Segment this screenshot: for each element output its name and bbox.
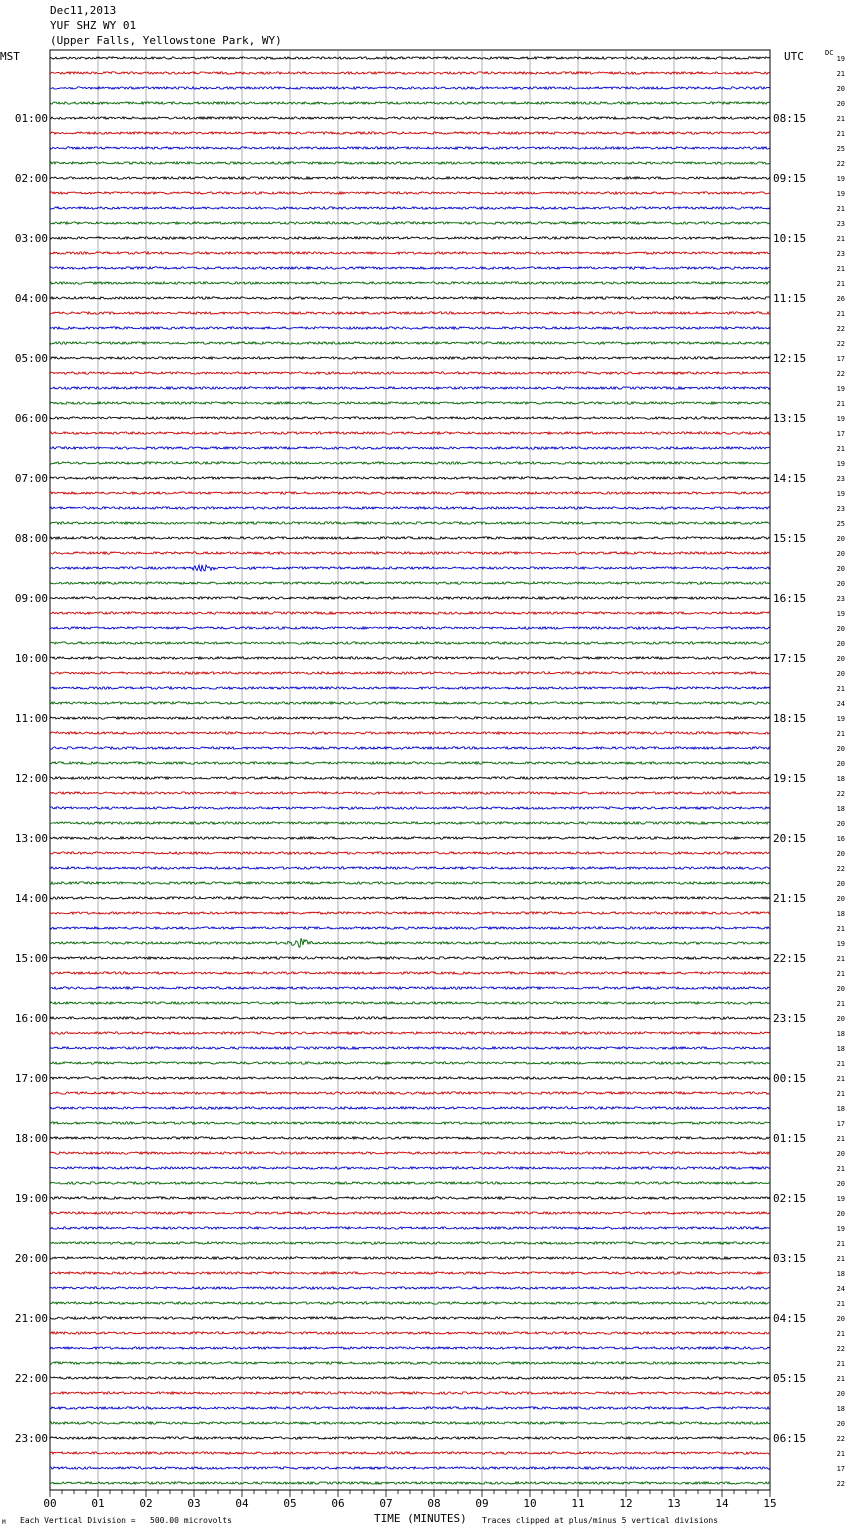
dc-offset-labels bbox=[837, 55, 845, 1488]
mst-hour-label: 23:00 bbox=[14, 1432, 48, 1445]
x-axis-title: TIME (MINUTES) bbox=[374, 1512, 467, 1525]
mst-hour-label: 09:00 bbox=[14, 592, 48, 605]
dc-offset-label: 21 bbox=[836, 1060, 845, 1068]
dc-offset-label: 20 bbox=[836, 1015, 845, 1023]
dc-offset-label: 24 bbox=[836, 1285, 845, 1293]
dc-offset-label: 19 bbox=[836, 715, 845, 723]
trace-3 bbox=[50, 102, 770, 104]
right-timezone-label: UTC bbox=[784, 50, 804, 63]
dc-offset-label: 25 bbox=[836, 520, 845, 528]
trace-87 bbox=[50, 1362, 770, 1364]
x-tick-label: 12 bbox=[619, 1497, 633, 1510]
x-axis bbox=[43, 1490, 776, 1510]
dc-offset-label: 21 bbox=[836, 1375, 845, 1383]
utc-hour-label: 18:15 bbox=[773, 712, 807, 725]
utc-hour-labels bbox=[773, 112, 806, 1445]
trace-46 bbox=[50, 747, 770, 749]
clip-note: Traces clipped at plus/minus 5 vertical divisions bbox=[482, 1516, 719, 1525]
trace-50 bbox=[50, 807, 770, 809]
dc-offset-label: 20 bbox=[836, 85, 845, 93]
utc-hour-label: 01:15 bbox=[773, 1132, 807, 1145]
plot-date: Dec11,2013 bbox=[50, 4, 117, 17]
dc-offset-label: 20 bbox=[836, 565, 845, 573]
dc-offset-label: 20 bbox=[836, 625, 845, 633]
utc-hour-label: 15:15 bbox=[773, 532, 807, 545]
utc-hour-label: 12:15 bbox=[773, 352, 807, 365]
trace-36 bbox=[50, 597, 770, 599]
trace-38 bbox=[50, 627, 770, 629]
trace-30 bbox=[50, 507, 770, 509]
dc-header: DC bbox=[825, 49, 834, 57]
trace-56 bbox=[50, 897, 770, 899]
dc-offset-label: 23 bbox=[836, 475, 845, 483]
dc-offset-label: 25 bbox=[836, 145, 845, 153]
dc-offset-label: 20 bbox=[836, 1315, 845, 1323]
x-tick-label: 13 bbox=[667, 1497, 681, 1510]
trace-33 bbox=[50, 552, 770, 554]
trace-19 bbox=[50, 342, 770, 344]
trace-37 bbox=[50, 612, 770, 614]
trace-81 bbox=[50, 1272, 770, 1274]
trace-21 bbox=[50, 372, 770, 374]
trace-51 bbox=[50, 822, 770, 824]
mst-hour-label: 16:00 bbox=[14, 1012, 48, 1025]
mst-hour-label: 10:00 bbox=[14, 652, 48, 665]
trace-35 bbox=[50, 582, 770, 584]
trace-92 bbox=[50, 1437, 770, 1439]
dc-offset-label: 17 bbox=[836, 355, 845, 363]
trace-57 bbox=[50, 912, 770, 914]
x-tick-label: 10 bbox=[523, 1497, 537, 1510]
dc-offset-label: 20 bbox=[836, 100, 845, 108]
trace-72 bbox=[50, 1137, 770, 1139]
trace-90 bbox=[50, 1407, 770, 1409]
trace-22 bbox=[50, 387, 770, 389]
x-tick-label: 07 bbox=[379, 1497, 393, 1510]
dc-offset-label: 21 bbox=[836, 1135, 845, 1143]
dc-offset-label: 19 bbox=[836, 1225, 845, 1233]
dc-offset-label: 18 bbox=[836, 1105, 845, 1113]
trace-8 bbox=[50, 177, 770, 179]
dc-offset-label: 20 bbox=[836, 895, 845, 903]
dc-offset-label: 21 bbox=[836, 1000, 845, 1008]
trace-14 bbox=[50, 267, 770, 269]
dc-offset-label: 22 bbox=[836, 865, 845, 873]
trace-16 bbox=[50, 297, 770, 299]
trace-83 bbox=[50, 1302, 770, 1304]
dc-offset-label: 21 bbox=[836, 1165, 845, 1173]
trace-49 bbox=[50, 792, 770, 794]
dc-offset-label: 21 bbox=[836, 445, 845, 453]
trace-58 bbox=[50, 927, 770, 929]
trace-70 bbox=[50, 1107, 770, 1109]
dc-offset-label: 18 bbox=[836, 1045, 845, 1053]
mst-hour-label: 11:00 bbox=[14, 712, 48, 725]
seismic-traces bbox=[50, 57, 770, 1484]
mst-hour-label: 07:00 bbox=[14, 472, 48, 485]
dc-offset-label: 21 bbox=[836, 1300, 845, 1308]
dc-offset-label: 23 bbox=[836, 250, 845, 258]
trace-63 bbox=[50, 1002, 770, 1004]
mst-hour-label: 21:00 bbox=[14, 1312, 48, 1325]
trace-11 bbox=[50, 222, 770, 224]
dc-offset-label: 20 bbox=[836, 1420, 845, 1428]
scale-note: Each Vertical Division = 500.00 microvolts bbox=[20, 1516, 232, 1525]
dc-offset-label: 21 bbox=[836, 925, 845, 933]
trace-12 bbox=[50, 237, 770, 239]
utc-hour-label: 00:15 bbox=[773, 1072, 807, 1085]
dc-offset-label: 22 bbox=[836, 1435, 845, 1443]
trace-18 bbox=[50, 327, 770, 329]
dc-offset-label: 21 bbox=[836, 280, 845, 288]
mst-hour-label: 02:00 bbox=[14, 172, 48, 185]
utc-hour-label: 08:15 bbox=[773, 112, 807, 125]
trace-34 bbox=[50, 565, 770, 571]
mst-hour-label: 18:00 bbox=[14, 1132, 48, 1145]
dc-offset-label: 20 bbox=[836, 640, 845, 648]
trace-84 bbox=[50, 1317, 770, 1319]
x-tick-label: 03 bbox=[187, 1497, 201, 1510]
dc-offset-label: 21 bbox=[836, 205, 845, 213]
dc-offset-label: 20 bbox=[836, 1180, 845, 1188]
trace-85 bbox=[50, 1332, 770, 1334]
dc-offset-label: 21 bbox=[836, 70, 845, 78]
dc-offset-label: 23 bbox=[836, 595, 845, 603]
trace-40 bbox=[50, 657, 770, 659]
trace-6 bbox=[50, 147, 770, 149]
trace-55 bbox=[50, 882, 770, 884]
dc-offset-label: 18 bbox=[836, 1405, 845, 1413]
dc-offset-label: 18 bbox=[836, 1270, 845, 1278]
dc-offset-label: 22 bbox=[836, 1345, 845, 1353]
trace-79 bbox=[50, 1242, 770, 1244]
utc-hour-label: 19:15 bbox=[773, 772, 807, 785]
utc-hour-label: 16:15 bbox=[773, 592, 807, 605]
dc-offset-label: 19 bbox=[836, 385, 845, 393]
trace-10 bbox=[50, 207, 770, 209]
x-tick-label: 00 bbox=[43, 1497, 57, 1510]
utc-hour-label: 03:15 bbox=[773, 1252, 807, 1265]
trace-80 bbox=[50, 1257, 770, 1259]
dc-offset-label: 19 bbox=[836, 1195, 845, 1203]
x-tick-label: 09 bbox=[475, 1497, 489, 1510]
utc-hour-label: 22:15 bbox=[773, 952, 807, 965]
dc-offset-label: 19 bbox=[836, 490, 845, 498]
dc-offset-label: 20 bbox=[836, 550, 845, 558]
dc-offset-label: 17 bbox=[836, 1465, 845, 1473]
dc-offset-label: 21 bbox=[836, 685, 845, 693]
dc-offset-label: 20 bbox=[836, 670, 845, 678]
corner-mark: M bbox=[2, 1519, 6, 1526]
dc-offset-label: 22 bbox=[836, 325, 845, 333]
station-location: (Upper Falls, Yellowstone Park, WY) bbox=[50, 34, 282, 47]
trace-7 bbox=[50, 162, 770, 164]
dc-offset-label: 18 bbox=[836, 775, 845, 783]
x-tick-label: 15 bbox=[763, 1497, 777, 1510]
dc-offset-label: 19 bbox=[836, 415, 845, 423]
dc-offset-label: 21 bbox=[836, 400, 845, 408]
trace-4 bbox=[50, 117, 770, 119]
trace-66 bbox=[50, 1047, 770, 1049]
utc-hour-label: 14:15 bbox=[773, 472, 807, 485]
x-tick-label: 01 bbox=[91, 1497, 105, 1510]
dc-offset-label: 19 bbox=[836, 55, 845, 63]
dc-offset-label: 17 bbox=[836, 1120, 845, 1128]
left-timezone-label: MST bbox=[0, 50, 20, 63]
dc-offset-label: 21 bbox=[836, 1090, 845, 1098]
utc-hour-label: 11:15 bbox=[773, 292, 807, 305]
dc-offset-label: 21 bbox=[836, 970, 845, 978]
trace-9 bbox=[50, 192, 770, 194]
utc-hour-label: 23:15 bbox=[773, 1012, 807, 1025]
trace-69 bbox=[50, 1092, 770, 1094]
dc-offset-label: 20 bbox=[836, 850, 845, 858]
trace-13 bbox=[50, 252, 770, 254]
utc-hour-label: 10:15 bbox=[773, 232, 807, 245]
mst-hour-label: 19:00 bbox=[14, 1192, 48, 1205]
dc-offset-label: 23 bbox=[836, 505, 845, 513]
dc-offset-label: 20 bbox=[836, 880, 845, 888]
dc-offset-label: 16 bbox=[836, 835, 845, 843]
x-tick-label: 11 bbox=[571, 1497, 585, 1510]
mst-hour-label: 22:00 bbox=[14, 1372, 48, 1385]
dc-offset-label: 21 bbox=[836, 955, 845, 963]
utc-hour-label: 06:15 bbox=[773, 1432, 807, 1445]
dc-offset-label: 20 bbox=[836, 1210, 845, 1218]
mst-hour-label: 03:00 bbox=[14, 232, 48, 245]
mst-hour-label: 12:00 bbox=[14, 772, 48, 785]
dc-offset-label: 21 bbox=[836, 115, 845, 123]
trace-5 bbox=[50, 132, 770, 134]
trace-67 bbox=[50, 1062, 770, 1064]
trace-68 bbox=[50, 1077, 770, 1079]
dc-offset-label: 18 bbox=[836, 1030, 845, 1038]
dc-offset-label: 20 bbox=[836, 535, 845, 543]
trace-42 bbox=[50, 687, 770, 689]
dc-offset-label: 19 bbox=[836, 190, 845, 198]
trace-75 bbox=[50, 1182, 770, 1184]
dc-offset-label: 18 bbox=[836, 910, 845, 918]
mst-hour-label: 20:00 bbox=[14, 1252, 48, 1265]
trace-23 bbox=[50, 402, 770, 404]
dc-offset-label: 20 bbox=[836, 580, 845, 588]
trace-76 bbox=[50, 1197, 770, 1199]
trace-1 bbox=[50, 72, 770, 74]
trace-15 bbox=[50, 282, 770, 284]
dc-offset-label: 21 bbox=[836, 1330, 845, 1338]
trace-62 bbox=[50, 987, 770, 989]
trace-64 bbox=[50, 1017, 770, 1019]
trace-39 bbox=[50, 642, 770, 644]
utc-hour-label: 13:15 bbox=[773, 412, 807, 425]
dc-offset-label: 20 bbox=[836, 985, 845, 993]
dc-offset-label: 22 bbox=[836, 1480, 845, 1488]
trace-43 bbox=[50, 702, 770, 704]
trace-89 bbox=[50, 1392, 770, 1394]
trace-52 bbox=[50, 837, 770, 839]
trace-29 bbox=[50, 492, 770, 494]
trace-0 bbox=[50, 57, 770, 59]
mst-hour-label: 15:00 bbox=[14, 952, 48, 965]
dc-offset-label: 18 bbox=[836, 805, 845, 813]
utc-hour-label: 17:15 bbox=[773, 652, 807, 665]
mst-hour-label: 05:00 bbox=[14, 352, 48, 365]
dc-offset-label: 19 bbox=[836, 610, 845, 618]
trace-48 bbox=[50, 777, 770, 779]
trace-26 bbox=[50, 447, 770, 449]
dc-offset-label: 21 bbox=[836, 1255, 845, 1263]
dc-offset-label: 21 bbox=[836, 1240, 845, 1248]
trace-17 bbox=[50, 312, 770, 314]
dc-offset-label: 19 bbox=[836, 940, 845, 948]
dc-offset-label: 20 bbox=[836, 745, 845, 753]
trace-25 bbox=[50, 432, 770, 434]
utc-hour-label: 04:15 bbox=[773, 1312, 807, 1325]
trace-24 bbox=[50, 417, 770, 419]
dc-offset-label: 20 bbox=[836, 1390, 845, 1398]
mst-hour-label: 14:00 bbox=[14, 892, 48, 905]
dc-offset-label: 22 bbox=[836, 160, 845, 168]
dc-offset-label: 21 bbox=[836, 235, 845, 243]
trace-91 bbox=[50, 1422, 770, 1424]
x-tick-label: 08 bbox=[427, 1497, 441, 1510]
trace-54 bbox=[50, 867, 770, 869]
dc-offset-label: 22 bbox=[836, 340, 845, 348]
trace-60 bbox=[50, 957, 770, 959]
mst-hour-labels bbox=[15, 112, 48, 1445]
trace-41 bbox=[50, 672, 770, 674]
trace-53 bbox=[50, 852, 770, 854]
trace-86 bbox=[50, 1347, 770, 1349]
trace-28 bbox=[50, 477, 770, 479]
trace-95 bbox=[50, 1482, 770, 1484]
trace-74 bbox=[50, 1167, 770, 1169]
trace-27 bbox=[50, 462, 770, 464]
dc-offset-label: 26 bbox=[836, 295, 845, 303]
x-tick-label: 02 bbox=[139, 1497, 153, 1510]
trace-61 bbox=[50, 972, 770, 974]
dc-offset-label: 22 bbox=[836, 790, 845, 798]
dc-offset-label: 19 bbox=[836, 460, 845, 468]
trace-2 bbox=[50, 87, 770, 89]
dc-offset-label: 21 bbox=[836, 730, 845, 738]
x-tick-label: 14 bbox=[715, 1497, 729, 1510]
mst-hour-label: 04:00 bbox=[14, 292, 48, 305]
dc-offset-label: 20 bbox=[836, 655, 845, 663]
trace-82 bbox=[50, 1287, 770, 1289]
mst-hour-label: 08:00 bbox=[14, 532, 48, 545]
x-tick-label: 06 bbox=[331, 1497, 345, 1510]
trace-31 bbox=[50, 522, 770, 524]
trace-77 bbox=[50, 1212, 770, 1214]
utc-hour-label: 09:15 bbox=[773, 172, 807, 185]
trace-59 bbox=[50, 938, 770, 947]
dc-offset-label: 21 bbox=[836, 130, 845, 138]
trace-65 bbox=[50, 1032, 770, 1034]
dc-offset-label: 23 bbox=[836, 220, 845, 228]
dc-offset-label: 21 bbox=[836, 1360, 845, 1368]
dc-offset-label: 21 bbox=[836, 1450, 845, 1458]
dc-offset-label: 20 bbox=[836, 820, 845, 828]
dc-offset-label: 21 bbox=[836, 1075, 845, 1083]
dc-offset-label: 24 bbox=[836, 700, 845, 708]
mst-hour-label: 01:00 bbox=[14, 112, 48, 125]
mst-hour-label: 13:00 bbox=[14, 832, 48, 845]
trace-71 bbox=[50, 1122, 770, 1124]
trace-88 bbox=[50, 1377, 770, 1379]
trace-93 bbox=[50, 1452, 770, 1454]
trace-20 bbox=[50, 357, 770, 359]
dc-offset-label: 20 bbox=[836, 1150, 845, 1158]
trace-47 bbox=[50, 762, 770, 764]
dc-offset-label: 22 bbox=[836, 370, 845, 378]
trace-73 bbox=[50, 1152, 770, 1154]
utc-hour-label: 20:15 bbox=[773, 832, 807, 845]
mst-hour-label: 17:00 bbox=[14, 1072, 48, 1085]
station-id: YUF SHZ WY 01 bbox=[50, 19, 137, 32]
utc-hour-label: 21:15 bbox=[773, 892, 807, 905]
dc-offset-label: 21 bbox=[836, 310, 845, 318]
dc-offset-label: 17 bbox=[836, 430, 845, 438]
trace-32 bbox=[50, 537, 770, 539]
utc-hour-label: 05:15 bbox=[773, 1372, 807, 1385]
dc-offset-label: 21 bbox=[836, 265, 845, 273]
trace-78 bbox=[50, 1227, 770, 1229]
utc-hour-label: 02:15 bbox=[773, 1192, 807, 1205]
trace-45 bbox=[50, 732, 770, 734]
dc-offset-label: 20 bbox=[836, 760, 845, 768]
trace-44 bbox=[50, 717, 770, 719]
trace-94 bbox=[50, 1467, 770, 1469]
dc-offset-label: 19 bbox=[836, 175, 845, 183]
mst-hour-label: 06:00 bbox=[14, 412, 48, 425]
x-tick-label: 04 bbox=[235, 1497, 249, 1510]
x-tick-label: 05 bbox=[283, 1497, 297, 1510]
